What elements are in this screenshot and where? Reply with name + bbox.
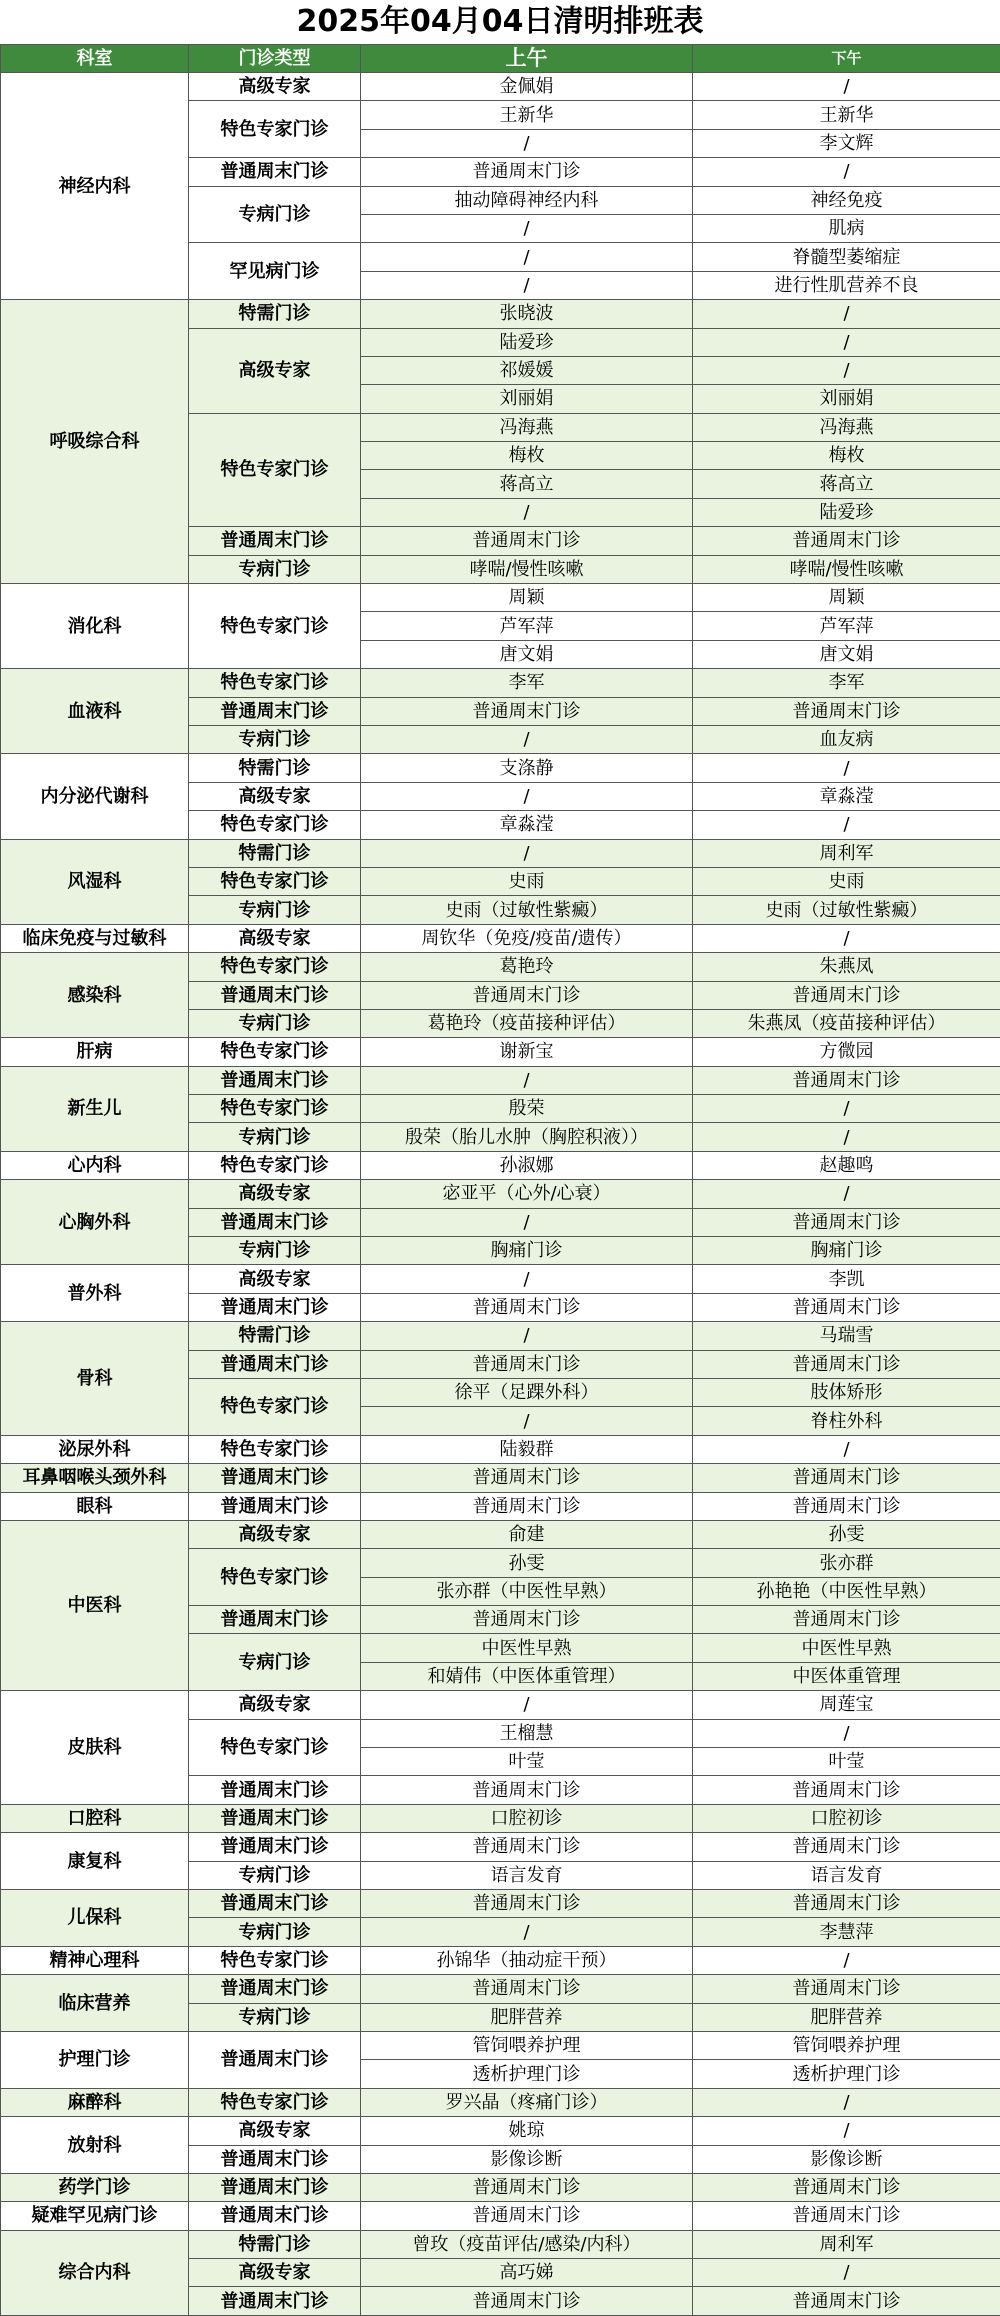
- clinic-type: 特色专家门诊: [189, 1719, 361, 1776]
- department-name: 康复科: [1, 1833, 189, 1890]
- department-name: 肝病: [1, 1038, 189, 1066]
- morning-cell: 王榴慧: [361, 1719, 693, 1747]
- department-name: 耳鼻咽喉头颈外科: [1, 1464, 189, 1492]
- department-name: 内分泌代谢科: [1, 754, 189, 839]
- clinic-type: 高级专家: [189, 1265, 361, 1293]
- department-name: 临床营养: [1, 1975, 189, 2032]
- clinic-type: 特色专家门诊: [189, 1946, 361, 1974]
- clinic-type: 特需门诊: [189, 839, 361, 867]
- morning-cell: /: [361, 1918, 693, 1946]
- afternoon-cell: 普通周末门诊: [693, 1492, 1000, 1520]
- clinic-type: 普通周末门诊: [189, 1350, 361, 1378]
- afternoon-cell: 芦军萍: [693, 612, 1000, 640]
- clinic-type: 专病门诊: [189, 186, 361, 243]
- afternoon-cell: 血友病: [693, 725, 1000, 753]
- clinic-type: 高级专家: [189, 2259, 361, 2287]
- afternoon-cell: /: [693, 1719, 1000, 1747]
- clinic-type: 普通周末门诊: [189, 158, 361, 186]
- morning-cell: 周钦华（免疫/疫苗/遗传）: [361, 924, 693, 952]
- morning-cell: 姚琼: [361, 2117, 693, 2145]
- clinic-type: 普通周末门诊: [189, 2202, 361, 2230]
- morning-cell: /: [361, 1691, 693, 1719]
- afternoon-cell: /: [693, 300, 1000, 328]
- department-name: 疑难罕见病门诊: [1, 2202, 189, 2230]
- afternoon-cell: /: [693, 924, 1000, 952]
- table-row: [1, 1520, 1000, 1548]
- clinic-type: 高级专家: [189, 924, 361, 952]
- morning-cell: 普通周末门诊: [361, 2173, 693, 2201]
- table-row: [1, 1066, 1000, 1094]
- department-name: 麻醉科: [1, 2088, 189, 2116]
- department-name: 泌尿外科: [1, 1435, 189, 1463]
- clinic-type: 特色专家门诊: [189, 1378, 361, 1435]
- morning-cell: 金佩娟: [361, 73, 693, 101]
- clinic-type: 普通周末门诊: [189, 1833, 361, 1861]
- afternoon-cell: 普通周末门诊: [693, 1833, 1000, 1861]
- afternoon-cell: 朱燕凤（疫苗接种评估）: [693, 1009, 1000, 1037]
- clinic-type: 特色专家门诊: [189, 1435, 361, 1463]
- clinic-type: 普通周末门诊: [189, 1776, 361, 1804]
- morning-cell: 支涤静: [361, 754, 693, 782]
- clinic-type: 高级专家: [189, 1520, 361, 1548]
- clinic-type: 普通周末门诊: [189, 1890, 361, 1918]
- morning-cell: 普通周末门诊: [361, 1464, 693, 1492]
- afternoon-cell: 普通周末门诊: [693, 527, 1000, 555]
- department-name: 护理门诊: [1, 2031, 189, 2088]
- afternoon-cell: 普通周末门诊: [693, 1975, 1000, 2003]
- morning-cell: /: [361, 243, 693, 271]
- table-row: [1, 1975, 1000, 2003]
- schedule-body: [1, 73, 1000, 2316]
- afternoon-cell: 普通周末门诊: [693, 1350, 1000, 1378]
- clinic-type: 特色专家门诊: [189, 1095, 361, 1123]
- clinic-type: 专病门诊: [189, 1237, 361, 1265]
- morning-cell: 肥胖营养: [361, 2003, 693, 2031]
- morning-cell: 徐平（足踝外科）: [361, 1378, 693, 1406]
- afternoon-cell: 神经免疫: [693, 186, 1000, 214]
- afternoon-cell: 梅枚: [693, 442, 1000, 470]
- clinic-type: 高级专家: [189, 328, 361, 413]
- department-name: 呼吸综合科: [1, 300, 189, 584]
- morning-cell: /: [361, 725, 693, 753]
- table-row: [1, 1322, 1000, 1350]
- clinic-type: 专病门诊: [189, 2003, 361, 2031]
- morning-cell: 陆毅群: [361, 1435, 693, 1463]
- clinic-type: 特色专家门诊: [189, 584, 361, 669]
- clinic-type: 专病门诊: [189, 1009, 361, 1037]
- afternoon-cell: 普通周末门诊: [693, 1293, 1000, 1321]
- afternoon-cell: /: [693, 2259, 1000, 2287]
- clinic-type: 特色专家门诊: [189, 413, 361, 527]
- clinic-type: 普通周末门诊: [189, 981, 361, 1009]
- morning-cell: 普通周末门诊: [361, 1833, 693, 1861]
- table-row: [1, 669, 1000, 697]
- clinic-type: 特色专家门诊: [189, 953, 361, 981]
- morning-cell: 曾玫（疫苗评估/感染/内科）: [361, 2230, 693, 2258]
- morning-cell: 周颖: [361, 584, 693, 612]
- header-afternoon: 下午: [693, 45, 1000, 73]
- afternoon-cell: 普通周末门诊: [693, 1066, 1000, 1094]
- morning-cell: 哮喘/慢性咳嗽: [361, 555, 693, 583]
- afternoon-cell: 语言发育: [693, 1861, 1000, 1889]
- afternoon-cell: 口腔初诊: [693, 1804, 1000, 1832]
- clinic-type: 专病门诊: [189, 1918, 361, 1946]
- afternoon-cell: 普通周末门诊: [693, 1890, 1000, 1918]
- morning-cell: 殷荣（胎儿水肿（胸腔积液））: [361, 1123, 693, 1151]
- clinic-type: 特色专家门诊: [189, 101, 361, 158]
- department-name: 精神心理科: [1, 1946, 189, 1974]
- table-row: [1, 1265, 1000, 1293]
- morning-cell: 陆爱珍: [361, 328, 693, 356]
- clinic-type: 专病门诊: [189, 555, 361, 583]
- morning-cell: /: [361, 1208, 693, 1236]
- table-row: [1, 300, 1000, 328]
- morning-cell: 普通周末门诊: [361, 697, 693, 725]
- table-row: [1, 1804, 1000, 1832]
- department-name: 骨科: [1, 1322, 189, 1436]
- department-name: 临床免疫与过敏科: [1, 924, 189, 952]
- morning-cell: /: [361, 498, 693, 526]
- afternoon-cell: 哮喘/慢性咳嗽: [693, 555, 1000, 583]
- morning-cell: 葛艳玲（疫苗接种评估）: [361, 1009, 693, 1037]
- morning-cell: 影像诊断: [361, 2145, 693, 2173]
- morning-cell: /: [361, 1322, 693, 1350]
- table-row: [1, 1464, 1000, 1492]
- morning-cell: 史雨（过敏性紫癜）: [361, 896, 693, 924]
- afternoon-cell: 普通周末门诊: [693, 1776, 1000, 1804]
- morning-cell: /: [361, 129, 693, 157]
- afternoon-cell: /: [693, 73, 1000, 101]
- morning-cell: 胸痛门诊: [361, 1237, 693, 1265]
- afternoon-cell: 影像诊断: [693, 2145, 1000, 2173]
- table-row: [1, 1691, 1000, 1719]
- afternoon-cell: 中医体重管理: [693, 1662, 1000, 1690]
- afternoon-cell: /: [693, 1946, 1000, 1974]
- morning-cell: 普通周末门诊: [361, 1890, 693, 1918]
- table-row: [1, 2117, 1000, 2145]
- table-row: [1, 1946, 1000, 1974]
- morning-cell: 李军: [361, 669, 693, 697]
- table-row: [1, 1492, 1000, 1520]
- clinic-type: 高级专家: [189, 73, 361, 101]
- afternoon-cell: 普通周末门诊: [693, 2173, 1000, 2201]
- header-morning: 上午: [361, 45, 693, 73]
- department-name: 放射科: [1, 2117, 189, 2174]
- table-row: [1, 2088, 1000, 2116]
- afternoon-cell: /: [693, 1435, 1000, 1463]
- morning-cell: /: [361, 1265, 693, 1293]
- header-department: 科室: [1, 45, 189, 73]
- table-row: [1, 2230, 1000, 2258]
- morning-cell: 抽动障碍神经内科: [361, 186, 693, 214]
- afternoon-cell: 普通周末门诊: [693, 1606, 1000, 1634]
- afternoon-cell: 孙艳艳（中医性早熟）: [693, 1577, 1000, 1605]
- afternoon-cell: 脊柱外科: [693, 1407, 1000, 1435]
- clinic-type: 普通周末门诊: [189, 2031, 361, 2088]
- afternoon-cell: 普通周末门诊: [693, 2202, 1000, 2230]
- afternoon-cell: 周颖: [693, 584, 1000, 612]
- table-row: [1, 1180, 1000, 1208]
- department-name: 感染科: [1, 953, 189, 1038]
- morning-cell: 透析护理门诊: [361, 2060, 693, 2088]
- clinic-type: 特色专家门诊: [189, 669, 361, 697]
- afternoon-cell: 胸痛门诊: [693, 1237, 1000, 1265]
- afternoon-cell: /: [693, 1095, 1000, 1123]
- afternoon-cell: 肢体矫形: [693, 1378, 1000, 1406]
- afternoon-cell: 马瑞雪: [693, 1322, 1000, 1350]
- afternoon-cell: /: [693, 2088, 1000, 2116]
- afternoon-cell: /: [693, 2117, 1000, 2145]
- morning-cell: 俞建: [361, 1520, 693, 1548]
- afternoon-cell: 普通周末门诊: [693, 2287, 1000, 2315]
- clinic-type: 普通周末门诊: [189, 2145, 361, 2173]
- department-name: 口腔科: [1, 1804, 189, 1832]
- clinic-type: 普通周末门诊: [189, 527, 361, 555]
- afternoon-cell: 进行性肌营养不良: [693, 271, 1000, 299]
- morning-cell: 章淼滢: [361, 811, 693, 839]
- afternoon-cell: 史雨（过敏性紫癜）: [693, 896, 1000, 924]
- morning-cell: 叶莹: [361, 1748, 693, 1776]
- morning-cell: 宓亚平（心外/心衰）: [361, 1180, 693, 1208]
- morning-cell: 孙雯: [361, 1549, 693, 1577]
- afternoon-cell: 唐文娟: [693, 640, 1000, 668]
- afternoon-cell: 叶莹: [693, 1748, 1000, 1776]
- table-row: [1, 2173, 1000, 2201]
- morning-cell: 管饲喂养护理: [361, 2031, 693, 2059]
- table-row: [1, 1435, 1000, 1463]
- clinic-type: 普通周末门诊: [189, 2173, 361, 2201]
- afternoon-cell: 普通周末门诊: [693, 697, 1000, 725]
- table-row: [1, 924, 1000, 952]
- afternoon-cell: /: [693, 158, 1000, 186]
- morning-cell: 和婧伟（中医体重管理）: [361, 1662, 693, 1690]
- table-row: [1, 1038, 1000, 1066]
- morning-cell: 高巧娣: [361, 2259, 693, 2287]
- afternoon-cell: /: [693, 356, 1000, 384]
- clinic-type: 高级专家: [189, 1180, 361, 1208]
- morning-cell: 中医性早熟: [361, 1634, 693, 1662]
- morning-cell: 蒋高立: [361, 470, 693, 498]
- morning-cell: 张亦群（中医性早熟）: [361, 1577, 693, 1605]
- afternoon-cell: 周利军: [693, 2230, 1000, 2258]
- department-name: 中医科: [1, 1520, 189, 1690]
- table-row: [1, 73, 1000, 101]
- afternoon-cell: 透析护理门诊: [693, 2060, 1000, 2088]
- afternoon-cell: 王新华: [693, 101, 1000, 129]
- clinic-type: 特需门诊: [189, 754, 361, 782]
- clinic-type: 普通周末门诊: [189, 1464, 361, 1492]
- table-row: [1, 839, 1000, 867]
- morning-cell: /: [361, 782, 693, 810]
- morning-cell: 梅枚: [361, 442, 693, 470]
- afternoon-cell: 普通周末门诊: [693, 981, 1000, 1009]
- afternoon-cell: 蒋高立: [693, 470, 1000, 498]
- morning-cell: /: [361, 271, 693, 299]
- morning-cell: 葛艳玲: [361, 953, 693, 981]
- morning-cell: 祁媛媛: [361, 356, 693, 384]
- morning-cell: /: [361, 839, 693, 867]
- afternoon-cell: 陆爱珍: [693, 498, 1000, 526]
- morning-cell: 普通周末门诊: [361, 1975, 693, 2003]
- clinic-type: 特需门诊: [189, 1322, 361, 1350]
- clinic-type: 普通周末门诊: [189, 2287, 361, 2315]
- afternoon-cell: 赵趣鸣: [693, 1151, 1000, 1179]
- morning-cell: 张晓波: [361, 300, 693, 328]
- clinic-type: 高级专家: [189, 782, 361, 810]
- clinic-type: 特色专家门诊: [189, 1038, 361, 1066]
- afternoon-cell: 章淼滢: [693, 782, 1000, 810]
- header-clinic-type: 门诊类型: [189, 45, 361, 73]
- department-name: 心内科: [1, 1151, 189, 1179]
- afternoon-cell: /: [693, 1180, 1000, 1208]
- department-name: 皮肤科: [1, 1691, 189, 1805]
- department-name: 综合内科: [1, 2230, 189, 2315]
- afternoon-cell: 肌病: [693, 214, 1000, 242]
- afternoon-cell: 普通周末门诊: [693, 1208, 1000, 1236]
- morning-cell: /: [361, 1066, 693, 1094]
- afternoon-cell: 冯海燕: [693, 413, 1000, 441]
- clinic-type: 普通周末门诊: [189, 1208, 361, 1236]
- afternoon-cell: 孙雯: [693, 1520, 1000, 1548]
- morning-cell: 口腔初诊: [361, 1804, 693, 1832]
- morning-cell: 语言发育: [361, 1861, 693, 1889]
- clinic-type: 专病门诊: [189, 1123, 361, 1151]
- department-name: 风湿科: [1, 839, 189, 924]
- clinic-type: 专病门诊: [189, 1634, 361, 1691]
- morning-cell: 芦军萍: [361, 612, 693, 640]
- morning-cell: 殷荣: [361, 1095, 693, 1123]
- clinic-type: 普通周末门诊: [189, 1975, 361, 2003]
- clinic-type: 特色专家门诊: [189, 867, 361, 895]
- department-name: 眼科: [1, 1492, 189, 1520]
- department-name: 新生儿: [1, 1066, 189, 1151]
- afternoon-cell: 肥胖营养: [693, 2003, 1000, 2031]
- afternoon-cell: 李军: [693, 669, 1000, 697]
- clinic-type: 专病门诊: [189, 1861, 361, 1889]
- morning-cell: /: [361, 1407, 693, 1435]
- clinic-type: 特色专家门诊: [189, 1549, 361, 1606]
- page-title: 2025年04月04日清明排班表: [0, 0, 1000, 44]
- morning-cell: 孙锦华（抽动症干预）: [361, 1946, 693, 1974]
- department-name: 血液科: [1, 669, 189, 754]
- morning-cell: 谢新宝: [361, 1038, 693, 1066]
- morning-cell: 普通周末门诊: [361, 1776, 693, 1804]
- schedule-table: [0, 44, 1000, 2316]
- morning-cell: 罗兴晶（疼痛门诊）: [361, 2088, 693, 2116]
- morning-cell: 普通周末门诊: [361, 1492, 693, 1520]
- clinic-type: 普通周末门诊: [189, 1492, 361, 1520]
- morning-cell: 王新华: [361, 101, 693, 129]
- table-row: [1, 584, 1000, 612]
- table-row: [1, 1151, 1000, 1179]
- afternoon-cell: 普通周末门诊: [693, 1464, 1000, 1492]
- department-name: 儿保科: [1, 1890, 189, 1947]
- clinic-type: 特需门诊: [189, 2230, 361, 2258]
- afternoon-cell: 方微园: [693, 1038, 1000, 1066]
- morning-cell: 普通周末门诊: [361, 158, 693, 186]
- clinic-type: 普通周末门诊: [189, 1804, 361, 1832]
- clinic-type: 特色专家门诊: [189, 811, 361, 839]
- morning-cell: 普通周末门诊: [361, 2202, 693, 2230]
- clinic-type: 特需门诊: [189, 300, 361, 328]
- clinic-type: 专病门诊: [189, 725, 361, 753]
- morning-cell: 普通周末门诊: [361, 1293, 693, 1321]
- afternoon-cell: 张亦群: [693, 1549, 1000, 1577]
- clinic-type: 普通周末门诊: [189, 1293, 361, 1321]
- clinic-type: 高级专家: [189, 1691, 361, 1719]
- clinic-type: 专病门诊: [189, 896, 361, 924]
- morning-cell: /: [361, 214, 693, 242]
- morning-cell: 孙淑娜: [361, 1151, 693, 1179]
- afternoon-cell: 李慧萍: [693, 1918, 1000, 1946]
- afternoon-cell: 刘丽娟: [693, 385, 1000, 413]
- table-row: [1, 2031, 1000, 2059]
- morning-cell: 史雨: [361, 867, 693, 895]
- afternoon-cell: /: [693, 1123, 1000, 1151]
- afternoon-cell: /: [693, 754, 1000, 782]
- afternoon-cell: 李凯: [693, 1265, 1000, 1293]
- clinic-type: 特色专家门诊: [189, 2088, 361, 2116]
- clinic-type: 特色专家门诊: [189, 1151, 361, 1179]
- morning-cell: 冯海燕: [361, 413, 693, 441]
- afternoon-cell: 李文辉: [693, 129, 1000, 157]
- morning-cell: 普通周末门诊: [361, 981, 693, 1009]
- morning-cell: 普通周末门诊: [361, 2287, 693, 2315]
- afternoon-cell: 管饲喂养护理: [693, 2031, 1000, 2059]
- morning-cell: 唐文娟: [361, 640, 693, 668]
- clinic-type: 普通周末门诊: [189, 1066, 361, 1094]
- afternoon-cell: /: [693, 328, 1000, 356]
- afternoon-cell: 周莲宝: [693, 1691, 1000, 1719]
- clinic-type: 罕见病门诊: [189, 243, 361, 300]
- afternoon-cell: 中医性早熟: [693, 1634, 1000, 1662]
- afternoon-cell: 脊髓型萎缩症: [693, 243, 1000, 271]
- clinic-type: 高级专家: [189, 2117, 361, 2145]
- morning-cell: 普通周末门诊: [361, 527, 693, 555]
- department-name: 消化科: [1, 584, 189, 669]
- department-name: 心胸外科: [1, 1180, 189, 1265]
- header-row: [1, 45, 1000, 73]
- morning-cell: 普通周末门诊: [361, 1606, 693, 1634]
- afternoon-cell: 史雨: [693, 867, 1000, 895]
- table-row: [1, 754, 1000, 782]
- morning-cell: 刘丽娟: [361, 385, 693, 413]
- clinic-type: 普通周末门诊: [189, 1606, 361, 1634]
- table-row: [1, 1833, 1000, 1861]
- afternoon-cell: /: [693, 811, 1000, 839]
- morning-cell: 普通周末门诊: [361, 1350, 693, 1378]
- afternoon-cell: 周利军: [693, 839, 1000, 867]
- department-name: 神经内科: [1, 73, 189, 300]
- table-row: [1, 1890, 1000, 1918]
- afternoon-cell: 朱燕凤: [693, 953, 1000, 981]
- clinic-type: 普通周末门诊: [189, 697, 361, 725]
- department-name: 药学门诊: [1, 2173, 189, 2201]
- table-row: [1, 953, 1000, 981]
- department-name: 普外科: [1, 1265, 189, 1322]
